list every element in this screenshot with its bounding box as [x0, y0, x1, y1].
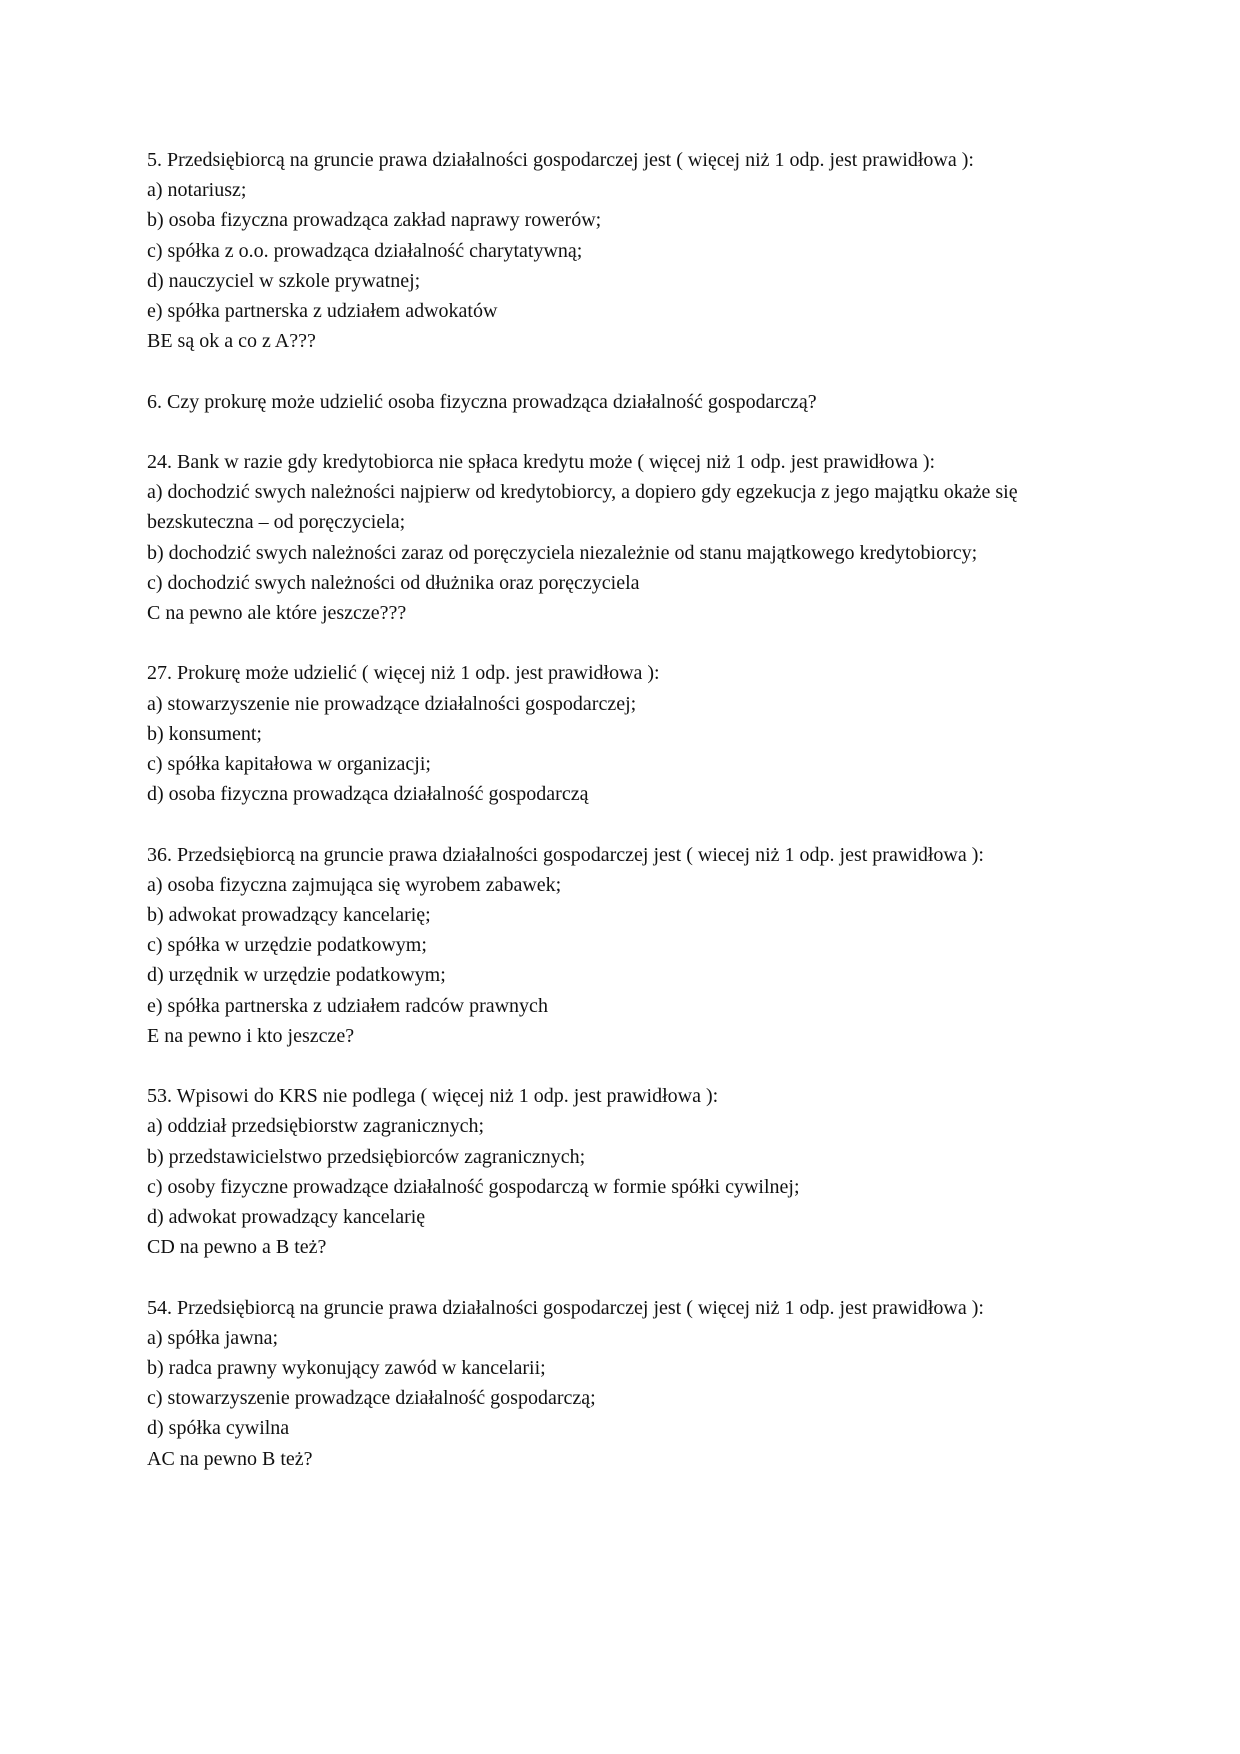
answer-option-b: b) radca prawny wykonujący zawód w kancelarii;	[147, 1357, 546, 1380]
answer-option-c: c) stowarzyszenie prowadzące działalność gospodarczą;	[147, 1387, 596, 1410]
answer-option-d: d) spółka cywilna	[147, 1417, 290, 1440]
answer-option-b: b) dochodzić swych należności zaraz od poręczyciela niezależnie od stanu majątkowego kredytobiorcy;	[147, 541, 978, 564]
answer-option-a: a) stowarzyszenie nie prowadzące działalności gospodarczej;	[147, 692, 637, 715]
answer-option-d: d) urzędnik w urzędzie podatkowym;	[147, 964, 446, 987]
answer-option-e: e) spółka partnerska z udziałem radców prawnych	[147, 994, 548, 1017]
question-5	[147, 145, 1097, 356]
answer-option-c: c) spółka kapitałowa w organizacji;	[147, 753, 431, 776]
answer-option-d: d) nauczyciel w szkole prywatnej;	[147, 269, 421, 292]
answer-note: E na pewno i kto jeszcze?	[147, 1024, 355, 1047]
answer-option-c: c) spółka w urzędzie podatkowym;	[147, 934, 427, 957]
question-prompt: 6. Czy prokurę może udzielić osoba fizyczna prowadząca działalność gospodarczą?	[147, 390, 817, 413]
answer-option-d: d) osoba fizyczna prowadząca działalność gospodarczą	[147, 783, 589, 806]
answer-option-a: a) notariusz;	[147, 179, 247, 202]
answer-note: AC na pewno B też?	[147, 1447, 313, 1470]
answer-option-a: a) osoba fizyczna zajmująca się wyrobem zabawek;	[147, 873, 562, 896]
answer-note: BE są ok a co z A???	[147, 330, 316, 353]
question-53	[147, 1081, 1097, 1262]
answer-option-c: c) osoby fizyczne prowadzące działalność gospodarczą w formie spółki cywilnej;	[147, 1175, 800, 1198]
answer-option-c: c) dochodzić swych należności od dłużnika oraz poręczyciela	[147, 571, 640, 594]
answer-option-b: b) konsument;	[147, 722, 262, 745]
answer-note: C na pewno ale które jeszcze???	[147, 602, 407, 625]
question-prompt: 54. Przedsiębiorcą na gruncie prawa działalności gospodarczej jest ( więcej niż 1 odp. jest prawidłowa ):	[147, 1296, 984, 1319]
question-prompt: 27. Prokurę może udzielić ( więcej niż 1 odp. jest prawidłowa ):	[147, 662, 660, 685]
answer-option-d: d) adwokat prowadzący kancelarię	[147, 1206, 426, 1229]
question-54	[147, 1293, 1097, 1474]
answer-option-a: a) oddział przedsiębiorstw zagranicznych;	[147, 1115, 485, 1138]
question-prompt: 5. Przedsiębiorcą na gruncie prawa działalności gospodarczej jest ( więcej niż 1 odp. jest prawidłowa ):	[147, 149, 974, 171]
answer-note: CD na pewno a B też?	[147, 1236, 327, 1259]
answer-option-b: b) osoba fizyczna prowadząca zakład naprawy rowerów;	[147, 209, 602, 232]
question-prompt: 24. Bank w razie gdy kredytobiorca nie spłaca kredytu może ( więcej niż 1 odp. jest prawidłowa ):	[147, 451, 936, 473]
question-6	[147, 387, 1097, 417]
question-24	[147, 447, 1097, 628]
answer-option-c: c) spółka z o.o. prowadząca działalność charytatywną;	[147, 239, 583, 262]
question-36	[147, 840, 1097, 1051]
question-prompt: 53. Wpisowi do KRS nie podlega ( więcej niż 1 odp. jest prawidłowa ):	[147, 1085, 719, 1108]
question-prompt: 36. Przedsiębiorcą na gruncie prawa działalności gospodarczej jest ( wiecej niż 1 odp. jest prawidłowa ):	[147, 843, 984, 866]
answer-option-e: e) spółka partnerska z udziałem adwokatów	[147, 300, 498, 323]
question-27	[147, 658, 1097, 809]
document-page	[147, 145, 1097, 1504]
answer-option-b: b) przedstawicielstwo przedsiębiorców zagranicznych;	[147, 1145, 586, 1168]
answer-option-b: b) adwokat prowadzący kancelarię;	[147, 904, 431, 927]
answer-option-a: a) spółka jawna;	[147, 1326, 279, 1349]
answer-option-a: a) dochodzić swych należności najpierw od kredytobiorcy, a dopiero gdy egzekucja z jego majątku okaże się bezskuteczna – od poręczyciela;	[147, 481, 1018, 534]
